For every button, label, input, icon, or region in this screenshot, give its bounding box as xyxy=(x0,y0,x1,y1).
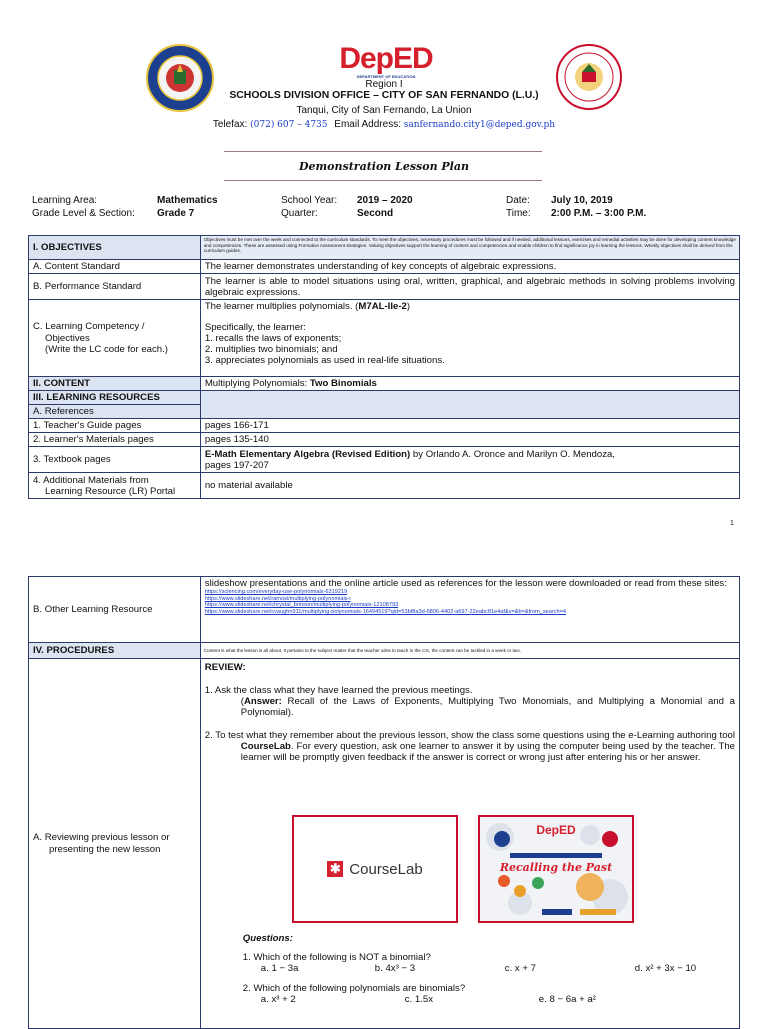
telefax-label: Telefax: xyxy=(212,119,248,130)
step2-courselab: CourseLab xyxy=(240,741,291,753)
reviewing-label-line2: presenting the new lesson xyxy=(49,843,161,855)
additional-materials-label xyxy=(29,473,201,499)
content-standard-row xyxy=(29,260,740,274)
office-name: SCHOOLS DIVISION OFFICE – CITY OF SAN FERNANDO (L.U.) xyxy=(229,90,539,101)
additional-materials-row xyxy=(29,473,740,499)
contact-line xyxy=(0,119,768,130)
content-label: II. CONTENT xyxy=(29,377,201,391)
document-title: Demonstration Lesson Plan xyxy=(299,160,469,173)
telefax-number: (072) 607 – 4735 xyxy=(250,120,328,130)
lc-label-line1: C. Learning Competency / xyxy=(33,321,145,333)
procedures-row xyxy=(29,643,740,659)
teachers-guide-row xyxy=(29,419,740,433)
review-step-2 xyxy=(205,730,735,763)
lc-label-line3: (Write the LC code for each.) xyxy=(45,343,168,355)
learning-resources-row xyxy=(29,391,740,405)
review-answer: (Answer: Recall of the Laws of Exponents, Multiplying Two Monomials, and Multiplying a Monomial and a Polynomial). xyxy=(240,696,735,719)
resource-link-3[interactable]: https://www.slideshare.net/chrystal_brinson/multiplying-polynomials-12108793 xyxy=(204,602,399,609)
deped-logo-subtext: DEPARTMENT OF EDUCATION xyxy=(356,74,416,79)
lc-main xyxy=(205,301,735,312)
grade-label: Grade Level & Section: xyxy=(32,208,135,219)
additional-materials-text: no material available xyxy=(200,473,739,499)
content-text-bold: Two Binomials xyxy=(309,378,377,390)
textbook-authors: by Orlando A. Oronce and Marilyn O. Mendoza, xyxy=(410,448,616,460)
content-text-pre: Multiplying Polynomials: xyxy=(204,378,310,390)
slide-deped-logo: DepED xyxy=(536,823,576,837)
q1-option-a: a. 1 − 3a xyxy=(260,963,299,975)
other-resources-text: slideshow presentations and the online article used as references for the lesson were downloaded or read from these sites: xyxy=(204,578,727,589)
lc-specifically: Specifically, the learner: xyxy=(204,322,306,334)
content-row xyxy=(29,377,740,391)
school-year-label: School Year: xyxy=(281,195,338,206)
references-label: A. References xyxy=(29,405,201,419)
textbook-row xyxy=(29,447,740,473)
teachers-guide-label: 1. Teacher's Guide pages xyxy=(29,419,201,433)
content-standard-text: The learner demonstrates understanding of key concepts of algebraic expressions. xyxy=(200,260,739,274)
am-label-line2: Learning Resource (LR) Portal xyxy=(45,485,176,497)
resource-link-4[interactable]: https://www.slideshare.net/cvaughn911/multiplying-polynomials-16494519?qid=53bf8a3d-6806-4402-a697-22eabc81e4af&v=&b=&from_search=4 xyxy=(204,609,567,616)
lesson-plan-table-page1 xyxy=(28,235,740,499)
review-step-1: 1. Ask the class what they have learned the previous meetings. xyxy=(204,685,473,697)
answer-text: Recall of the Laws of Exponents, Multiplying Two Monomials, and Multiplying a Monomial and a Polynomial). xyxy=(240,696,735,719)
quarter-value: Second xyxy=(357,208,394,219)
region-line: Region I xyxy=(365,79,403,90)
learning-area-label: Learning Area: xyxy=(32,195,98,206)
q1-option-c: c. x + 7 xyxy=(504,963,536,975)
performance-standard-label: B. Performance Standard xyxy=(29,274,201,300)
lc-item-1: 1. recalls the laws of exponents; xyxy=(204,333,342,345)
courselab-logo xyxy=(327,861,422,878)
lc-code: M7AL-IIe-2 xyxy=(358,301,407,313)
objectives-note: Objectives must be met over the week and connected to the curriculum standards. To meet the objectives, necessary procedures must be followed and if needed, additional lessons, exercises and remedial activities may be done for developing content knowledge and competencies. These are assessed using Formative Assessment strategies. Valuing objectives support the learning of content and competencies and enable children to find significance joy in learning the lessons. Weekly objectives shall be derived from the curriculum guides. xyxy=(200,236,739,260)
learning-area-value: Mathematics xyxy=(157,195,218,206)
email-address[interactable]: sanfernando.city1@deped.gov.ph xyxy=(403,120,556,130)
step2-post: . For every question, ask one learner to answer it by using the computer being used by the teacher. The learner will be promptly given feedback if the answer is correct or wrong just after entering his or her answer. xyxy=(240,741,735,764)
time-value: 2:00 P.M. – 3:00 P.M. xyxy=(551,208,647,219)
q2-option-e: e. 8 − 6a + a² xyxy=(538,994,596,1006)
content-standard-label: A. Content Standard xyxy=(29,260,201,274)
deped-region-seal xyxy=(146,44,214,112)
quarter-label: Quarter: xyxy=(281,208,318,219)
review-heading: REVIEW: xyxy=(204,662,246,673)
resource-link-1[interactable]: https://sciencing.com/everyday-use-polynomials-6319219 xyxy=(204,589,348,596)
lc-item-3: 3. appreciates polynomials as used in real-life situations. xyxy=(204,355,445,367)
content-text xyxy=(200,377,739,391)
lc-main-close: ) xyxy=(406,301,411,313)
questions-heading: Questions: xyxy=(242,933,293,945)
learning-resources-empty xyxy=(200,391,739,419)
learners-materials-label: 2. Learner's Materials pages xyxy=(29,433,201,447)
school-year-value: 2019 – 2020 xyxy=(357,195,413,206)
title-rule-top xyxy=(224,151,542,152)
lc-label-line2: Objectives xyxy=(45,332,90,344)
teachers-guide-pages: pages 166-171 xyxy=(200,419,739,433)
resource-link-2[interactable]: https://www.slideshare.net/ramosi/multiplying-polynomials-i xyxy=(204,595,351,602)
lesson-plan-table-page2 xyxy=(28,576,740,1029)
slide-title: Recalling the Past xyxy=(499,861,613,874)
email-label: Email Address: xyxy=(334,119,401,130)
question-2-options xyxy=(205,994,735,1006)
title-rule-bottom xyxy=(224,180,542,181)
learners-materials-row xyxy=(29,433,740,447)
question-1: 1. Which of the following is NOT a binomial? xyxy=(242,952,431,964)
textbook-label: 3. Textbook pages xyxy=(29,447,201,473)
objectives-label: I. OBJECTIVES xyxy=(29,236,201,260)
page-number: 1 xyxy=(730,520,734,527)
learning-resources-label: III. LEARNING RESOURCES xyxy=(29,391,201,405)
courselab-icon: ✱ xyxy=(327,861,343,877)
step2-pre: 2. To test what they remember about the previous lesson, show the class some questions using the e-Learning authoring tool xyxy=(204,730,735,742)
recalling-slide-screenshot xyxy=(478,815,634,923)
learning-competency-text xyxy=(200,300,739,377)
learning-competency-row xyxy=(29,300,740,377)
question-1-options xyxy=(205,963,735,975)
performance-standard-text: The learner is able to model situations using oral, written, graphical, and algebraic methods in solving problems involving algebraic expressions. xyxy=(200,274,739,300)
other-resources-label: B. Other Learning Resource xyxy=(29,577,201,643)
other-resources-row xyxy=(29,577,740,643)
other-resources-cell xyxy=(200,577,739,643)
q1-option-d: d. x² + 3x − 10 xyxy=(634,963,697,975)
reviewing-label xyxy=(29,659,201,1029)
performance-standard-row xyxy=(29,274,740,300)
procedures-note: Content is what the lesson is all about. It pertains to the subject matter that the teacher aims to teach in the CG, the content can be tackled in a week or two. xyxy=(200,643,739,659)
q1-option-b: b. 4x³ − 3 xyxy=(374,963,416,975)
grade-value: Grade 7 xyxy=(157,208,195,219)
courselab-logo-text: CourseLab xyxy=(349,860,423,878)
textbook-text xyxy=(200,447,739,473)
date-value: July 10, 2019 xyxy=(551,195,613,206)
deped-logo-text: DepED xyxy=(339,42,433,75)
courselab-screenshot xyxy=(292,815,458,923)
q2-option-c: c. 1.5x xyxy=(404,994,434,1006)
objectives-row xyxy=(29,236,740,260)
textbook-title: E-Math Elementary Algebra (Revised Edition) xyxy=(204,448,411,460)
deped-logo xyxy=(336,44,436,80)
reviewing-label-line1: A. Reviewing previous lesson or xyxy=(33,832,170,844)
answer-label: Answer: xyxy=(244,696,282,708)
textbook-pages: pages 197-207 xyxy=(204,459,269,471)
q2-option-a: a. x³ + 2 xyxy=(260,994,296,1006)
office-address: Tanqui, City of San Fernando, La Union xyxy=(296,105,472,116)
lc-item-2: 2. multiplies two binomials; and xyxy=(204,344,338,356)
lc-main-text: The learner multiplies polynomials. ( xyxy=(204,301,359,313)
procedures-label: IV. PROCEDURES xyxy=(29,643,201,659)
time-label: Time: xyxy=(506,208,531,219)
learners-materials-pages: pages 135-140 xyxy=(200,433,739,447)
question-2: 2. Which of the following polynomials are binomials? xyxy=(242,983,466,995)
date-label: Date: xyxy=(506,195,530,206)
am-label-line1: 4. Additional Materials from xyxy=(33,474,149,486)
review-cell xyxy=(200,659,739,1029)
learning-competency-label xyxy=(29,300,201,377)
